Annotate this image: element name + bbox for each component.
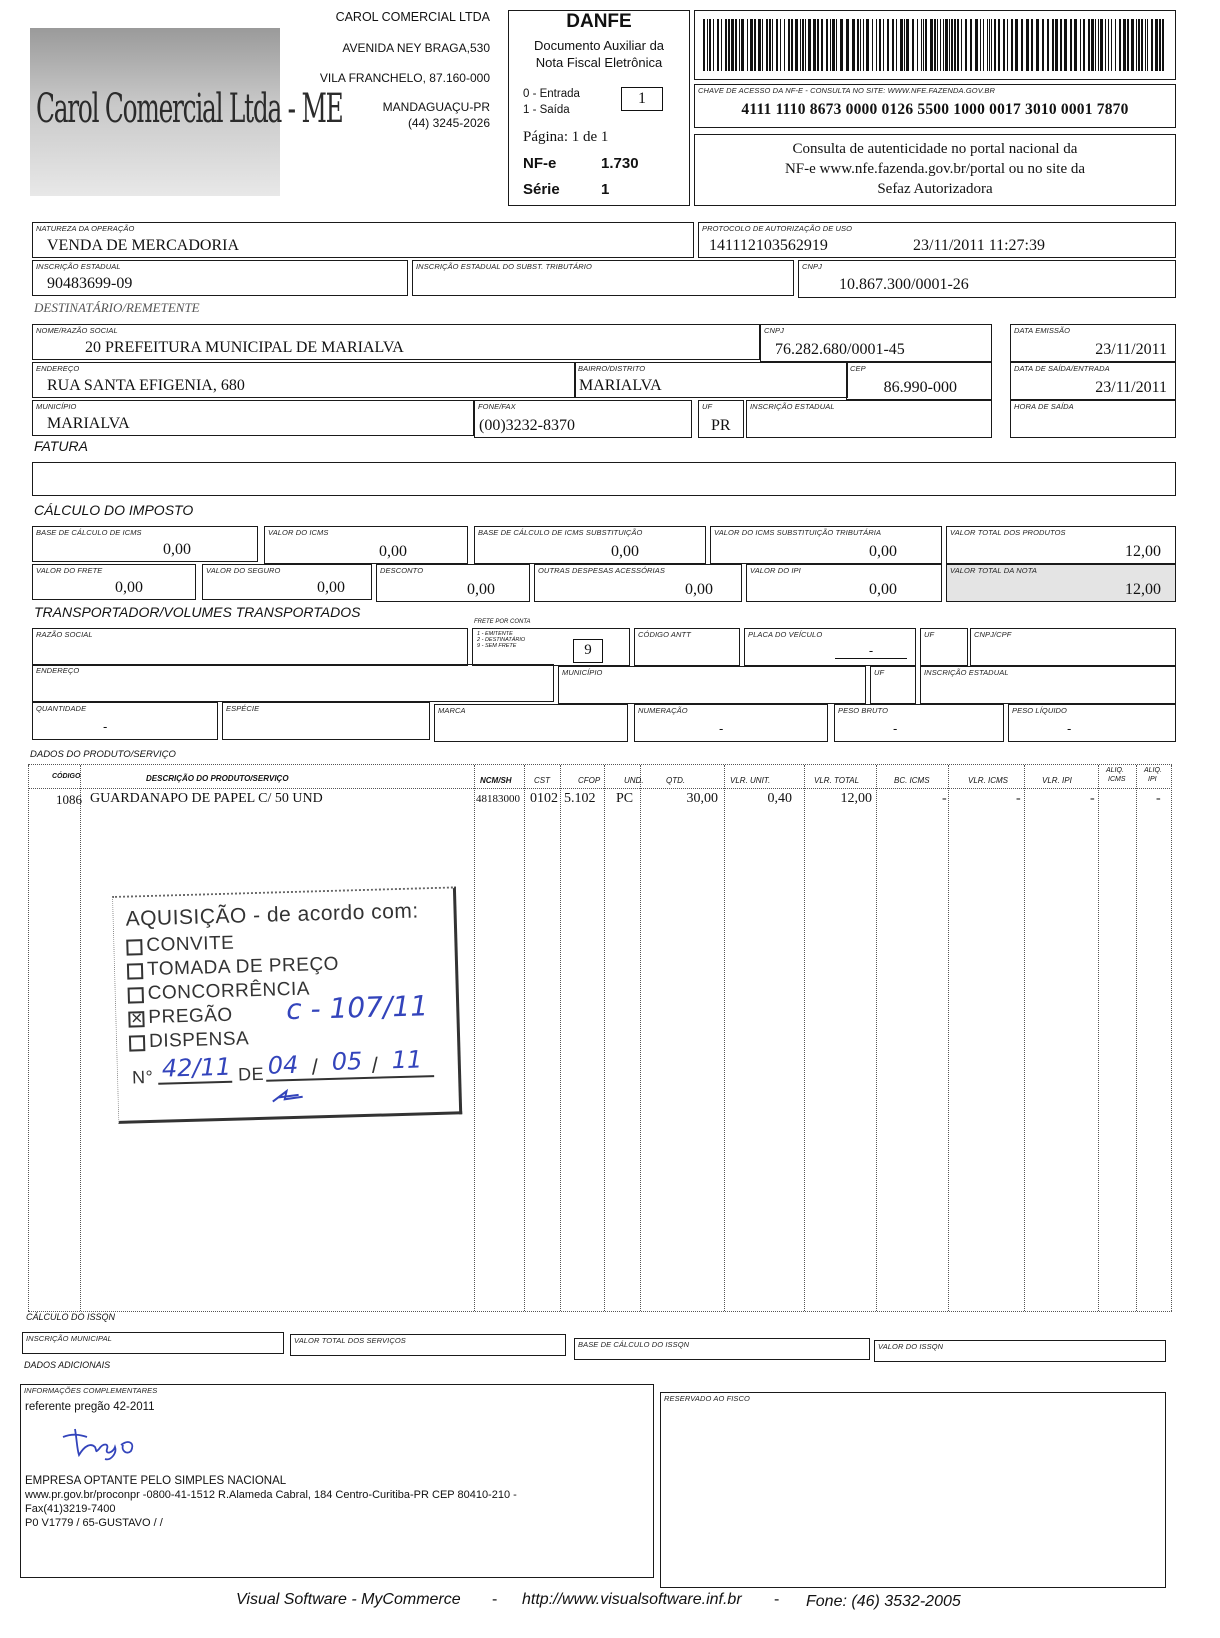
dest-uf-value: PR [711, 417, 731, 434]
dest-cep-value: 86.990-000 [883, 379, 957, 396]
dest-nome-value: 20 PREFEITURA MUNICIPAL DE MARIALVA [85, 339, 404, 356]
dest-saida-field [1010, 362, 1176, 400]
marca-field [434, 704, 628, 742]
info-line-1: referente pregão 42-2011 [25, 1401, 155, 1413]
im-field [22, 1332, 284, 1354]
outras-field [534, 564, 742, 602]
info-line-5: P0 V1779 / 65-GUSTAVO / / [25, 1517, 163, 1529]
handwritten-year: 11 [391, 1045, 423, 1075]
col-descricao: DESCRIÇÃO DO PRODUTO/SERVIÇO [146, 774, 289, 783]
acquisition-stamp [112, 886, 462, 1124]
protocolo-date: 23/11/2011 11:27:39 [913, 237, 1045, 254]
bc-st-value: 0,00 [611, 543, 639, 560]
volume-qtd-label: QUANTIDADE [36, 704, 87, 713]
handwritten-mark-icon [268, 1087, 309, 1108]
info-complementar-field [20, 1384, 654, 1578]
pagina: Página: 1 de 1 [523, 129, 609, 145]
handwritten-n: 42/11 [161, 1052, 232, 1083]
ie-st-field [412, 260, 794, 296]
peso-liquido-field [1008, 704, 1176, 742]
destinatario-section: DESTINATÁRIO/REMETENTE [34, 300, 200, 315]
frete-conta-field [472, 628, 630, 666]
outras-label: OUTRAS DESPESAS ACESSÓRIAS [538, 566, 665, 575]
transp-cnpj-field [970, 628, 1176, 666]
stamp-slash-2: / [371, 1052, 379, 1078]
row-aliq-ipi: - [1156, 791, 1161, 806]
emitter-district: VILA FRANCHELO, 87.160-000 [319, 71, 490, 85]
danfe-box [508, 10, 690, 206]
transp-endereco-field [32, 664, 554, 702]
footer-software: Visual Software - MyCommerce [236, 1591, 461, 1608]
consulta-line-3: Sefaz Autorizadora [877, 181, 993, 197]
especie-field [222, 702, 430, 740]
emitter-city: MANDAGUAÇU-PR [382, 100, 490, 114]
serie-label: Série [523, 181, 560, 198]
dest-nome-label: NOME/RAZÃO SOCIAL [36, 326, 118, 335]
dest-uf-label: UF [702, 402, 713, 411]
desconto-label: DESCONTO [380, 566, 424, 575]
im-label: INSCRIÇÃO MUNICIPAL [26, 1334, 112, 1343]
row-cfop: 5.102 [564, 791, 596, 806]
table-row [28, 789, 1172, 811]
transp-municipio-field [558, 666, 866, 704]
checkbox-tomada [127, 963, 143, 979]
natureza-value: VENDA DE MERCADORIA [47, 237, 239, 254]
checkbox-dispensa [129, 1035, 145, 1051]
fisco-field [660, 1392, 1166, 1588]
dest-cnpj-field [760, 324, 992, 362]
col-vtotal: VLR. TOTAL [814, 776, 860, 785]
nfe-label: NF-e [523, 155, 557, 172]
consulta-box [694, 134, 1176, 206]
ipi-value: 0,00 [869, 581, 897, 598]
dest-ie-field [746, 400, 992, 438]
col-vipi: VLR. IPI [1042, 776, 1072, 785]
frete-label: VALOR DO FRETE [36, 566, 103, 575]
antt-label: CÓDIGO ANTT [638, 630, 691, 639]
dest-municipio-value: MARIALVA [47, 415, 130, 432]
nfe-number: 1.730 [601, 155, 639, 172]
peso-liquido-label: PESO LÍQUIDO [1012, 706, 1067, 715]
peso-bruto-value: - [893, 721, 898, 736]
col-vicms: VLR. ICMS [968, 776, 1009, 785]
bc-issqn-field [574, 1338, 870, 1360]
ie-st-label: INSCRIÇÃO ESTADUAL DO SUBST. TRIBUTÁRIO [416, 262, 592, 271]
stamp-de-label: DE [237, 1063, 265, 1085]
transp-uf2-field [870, 666, 916, 704]
protocolo-field [698, 222, 1176, 258]
seguro-value: 0,00 [317, 579, 345, 596]
desconto-value: 0,00 [467, 581, 495, 598]
info-line-4: Fax(41)3219-7400 [25, 1503, 116, 1515]
protocolo-label: PROTOCOLO DE AUTORIZAÇÃO DE USO [702, 224, 853, 233]
imposto-section: CÁLCULO DO IMPOSTO [34, 502, 194, 518]
footer-phone: Fone: (46) 3532-2005 [806, 1593, 961, 1610]
bc-st-field [474, 526, 706, 564]
emitter-address: AVENIDA NEY BRAGA,530 [342, 41, 490, 55]
v-icms-label: VALOR DO ICMS [268, 528, 329, 537]
footer-sep-1: - [492, 1591, 498, 1608]
v-prod-value: 12,00 [1125, 543, 1161, 560]
row-qtd: 30,00 [686, 791, 718, 806]
outras-value: 0,00 [685, 581, 713, 598]
bc-icms-label: BASE DE CÁLCULO DE ICMS [36, 528, 142, 537]
seguro-label: VALOR DO SEGURO [206, 566, 281, 575]
ipi-label: VALOR DO IPI [750, 566, 801, 575]
chave-value: 4111 1110 8673 0000 0126 5500 1000 0017 3010 0001 7870 [741, 101, 1129, 118]
chave-label: CHAVE DE ACESSO DA NF-E - CONSULTA NO SITE: WWW.NFE.FAZENDA.GOV.BR [698, 86, 996, 95]
dest-emissao-label: DATA EMISSÃO [1014, 326, 1071, 335]
col-bc-icms: BC. ICMS [894, 776, 930, 785]
bc-st-label: BASE DE CÁLCULO DE ICMS SUBSTITUIÇÃO [478, 528, 643, 537]
numeracao-field [634, 704, 828, 742]
peso-liquido-value: - [1067, 721, 1072, 736]
stamp-slash-1: / [311, 1054, 319, 1080]
dest-bairro-field [574, 362, 848, 398]
stamp-opt-pregao: PREGÃO [148, 1004, 233, 1029]
col-und: UND. [624, 776, 644, 785]
bc-issqn-label: BASE DE CÁLCULO DO ISSQN [578, 1340, 690, 1349]
ie-label: INSCRIÇÃO ESTADUAL [36, 262, 121, 271]
frete-value: 0,00 [115, 579, 143, 596]
v-st-label: VALOR DO ICMS SUBSTITUIÇÃO TRIBUTÁRIA [714, 528, 882, 537]
dest-cnpj-value: 76.282.680/0001-45 [775, 341, 905, 358]
stamp-n-label: N° [131, 1066, 154, 1088]
stamp-opt-dispensa: DISPENSA [148, 1028, 250, 1053]
col-vunit: VLR. UNIT. [730, 776, 771, 785]
v-prod-field [946, 526, 1176, 564]
vserv-label: VALOR TOTAL DOS SERVIÇOS [294, 1336, 406, 1345]
numeracao-label: NUMERAÇÃO [638, 706, 688, 715]
ie-value: 90483699-09 [47, 275, 133, 292]
v-nota-label: VALOR TOTAL DA NOTA [950, 566, 1037, 575]
transp-endereco-label: ENDEREÇO [36, 666, 80, 675]
signature-icon [59, 1423, 155, 1463]
dest-cep-field [846, 362, 992, 400]
natureza-label: NATUREZA DA OPERAÇÃO [36, 224, 135, 233]
peso-bruto-field [834, 704, 1004, 742]
checkbox-pregao-checked: ✕ [130, 1010, 144, 1028]
row-ncm: 48183000 [476, 793, 520, 805]
col-qtd: QTD. [666, 776, 686, 785]
v-nota-field [946, 564, 1176, 602]
fatura-section: FATURA [34, 438, 88, 454]
seguro-field [202, 564, 372, 600]
info-label: INFORMAÇÕES COMPLEMENTARES [24, 1386, 158, 1395]
bc-icms-field [32, 526, 258, 562]
col-ncm: NCM/SH [480, 776, 512, 785]
tipo-box: 1 [621, 87, 663, 111]
dest-emissao-field [1010, 324, 1176, 362]
volume-qtd-value: - [103, 719, 108, 734]
barcode [703, 19, 1167, 71]
transp-ie-label: INSCRIÇÃO ESTADUAL [924, 668, 1009, 677]
frete-op-2: 2 - DESTINATÁRIO [477, 637, 526, 643]
row-bc-icms: - [942, 791, 947, 806]
produtos-section: DADOS DO PRODUTO/SERVIÇO [30, 749, 176, 760]
logo-text: Carol Comercial Ltda - ME [36, 86, 343, 132]
saida-label: 1 - Saída [523, 104, 570, 116]
danfe-title: DANFE [566, 11, 632, 32]
col-aliq-icms-1: ALIQ. [1106, 767, 1124, 774]
fisco-label: RESERVADO AO FISCO [664, 1394, 750, 1403]
barcode-box [694, 10, 1176, 80]
dest-municipio-label: MUNICÍPIO [36, 402, 77, 411]
serie-number: 1 [601, 181, 610, 198]
dest-bairro-label: BAIRRO/DISTRITO [578, 364, 646, 373]
chave-box [694, 84, 1176, 128]
emitter-name: CAROL COMERCIAL LTDA [335, 10, 490, 24]
transp-cnpj-label: CNPJ/CPF [974, 630, 1012, 639]
peso-bruto-label: PESO BRUTO [838, 706, 889, 715]
frete-conta-label: FRETE POR CONTA [474, 619, 531, 625]
v-prod-label: VALOR TOTAL DOS PRODUTOS [950, 528, 1066, 537]
dest-endereco-value: RUA SANTA EFIGENIA, 680 [47, 377, 245, 394]
transp-uf2-label: UF [874, 668, 885, 677]
dest-saida-value: 23/11/2011 [1095, 379, 1167, 396]
cnpj-emitter-value: 10.867.300/0001-26 [839, 276, 969, 293]
transp-uf-label: UF [924, 630, 935, 639]
cnpj-emitter-label: CNPJ [802, 262, 822, 271]
row-vipi: - [1090, 791, 1095, 806]
dest-fone-label: FONE/FAX [478, 402, 516, 411]
checkbox-convite [126, 939, 142, 955]
stamp-title: AQUISIÇÃO - de acordo com: [125, 899, 419, 931]
bc-icms-value: 0,00 [163, 541, 191, 558]
frete-field [32, 564, 196, 600]
emitter-phone: (44) 3245-2026 [407, 116, 490, 130]
footer-url[interactable]: http://www.visualsoftware.inf.br [522, 1591, 742, 1608]
entrada-label: 0 - Entrada [523, 88, 580, 100]
handwritten-month: 05 [331, 1047, 363, 1076]
danfe-subtitle-2: Nota Fiscal Eletrônica [535, 55, 663, 70]
ipi-field [746, 564, 942, 602]
v-nota-value: 12,00 [1125, 581, 1161, 598]
row-und: PC [616, 791, 634, 806]
especie-label: ESPÉCIE [226, 704, 260, 713]
frete-op-1: 1 - EMITENTE [477, 631, 513, 637]
v-issqn-field [874, 1340, 1166, 1362]
placa-label: PLACA DO VEÍCULO [748, 630, 823, 639]
row-cst: 0102 [530, 791, 558, 806]
marca-label: MARCA [438, 706, 466, 715]
row-descricao: GUARDANAPO DE PAPEL C/ 50 UND [90, 791, 323, 806]
col-cst: CST [534, 776, 550, 785]
stamp-opt-convite: CONVITE [146, 932, 235, 957]
v-issqn-label: VALOR DO ISSQN [878, 1342, 944, 1351]
dest-uf-field [698, 400, 744, 438]
footer-sep-2: - [774, 1591, 780, 1608]
dest-bairro-value: MARIALVA [579, 377, 662, 394]
v-st-value: 0,00 [869, 543, 897, 560]
dest-nome-field [32, 324, 760, 360]
desconto-field [376, 564, 530, 602]
ie-field [32, 260, 408, 296]
dest-cep-label: CEP [850, 364, 866, 373]
row-vtotal: 12,00 [840, 791, 872, 806]
row-vicms: - [1016, 791, 1021, 806]
transp-uf-field [920, 628, 968, 666]
consulta-line-2: NF-e www.nfe.fazenda.gov.br/portal ou no site da [784, 161, 1086, 177]
dest-endereco-field [32, 362, 576, 398]
dest-emissao-value: 23/11/2011 [1095, 341, 1167, 358]
transp-municipio-label: MUNICÍPIO [562, 668, 603, 677]
numeracao-value: - [719, 721, 724, 736]
dest-saida-label: DATA DE SAÍDA/ENTRADA [1014, 364, 1110, 373]
placa-value: - [835, 643, 907, 659]
stamp-opt-tomada: TOMADA DE PREÇO [146, 953, 340, 981]
dest-cnpj-label: CNPJ [764, 326, 784, 335]
danfe-subtitle-1: Documento Auxiliar da [533, 38, 665, 53]
volume-qtd-field [32, 702, 218, 740]
consulta-line-1: Consulta de autenticidade no portal nacional da [792, 141, 1078, 157]
dest-ie-label: INSCRIÇÃO ESTADUAL [750, 402, 835, 411]
handwritten-day: 04 [267, 1050, 299, 1080]
v-icms-value: 0,00 [379, 543, 407, 560]
dest-endereco-label: ENDEREÇO [36, 364, 80, 373]
vserv-field [290, 1334, 566, 1356]
transp-ie-field [920, 666, 1176, 704]
issqn-section: CÁLCULO DO ISSQN [26, 1312, 116, 1322]
stamp-opt-concorrencia: CONCORRÊNCIA [147, 978, 311, 1005]
info-line-2: EMPRESA OPTANTE PELO SIMPLES NACIONAL [25, 1475, 287, 1487]
row-vunit: 0,40 [767, 791, 792, 806]
row-codigo: 1086 [56, 792, 82, 807]
dest-municipio-field [32, 400, 474, 436]
fatura-box [32, 462, 1176, 496]
placa-field [744, 628, 916, 666]
antt-field [634, 628, 740, 666]
checkbox-concorrencia [128, 987, 144, 1003]
emitter-info [290, 8, 490, 198]
v-st-field [710, 526, 942, 564]
protocolo-value: 141112103562919 [709, 237, 828, 254]
transp-razao-label: RAZÃO SOCIAL [36, 630, 93, 639]
col-aliq-ipi-2: IPI [1148, 776, 1157, 783]
dest-hora-field [1010, 400, 1176, 438]
products-header [28, 765, 1172, 789]
transp-razao-field [32, 628, 468, 666]
emitter-logo [30, 28, 343, 196]
frete-op-3: 9 - SEM FRETE [477, 643, 517, 649]
dest-fone-field [474, 400, 692, 438]
col-codigo: CÓDIGO [52, 773, 81, 780]
dest-hora-label: HORA DE SAÍDA [1014, 402, 1074, 411]
frete-value: 9 [573, 639, 603, 663]
transporte-section: TRANSPORTADOR/VOLUMES TRANSPORTADOS [34, 604, 361, 620]
v-icms-field [264, 526, 468, 564]
col-aliq-ipi-1: ALIQ. [1144, 767, 1162, 774]
col-cfop: CFOP [578, 776, 601, 785]
natureza-field [32, 222, 694, 258]
col-aliq-icms-2: ICMS [1108, 776, 1126, 783]
dest-fone-value: (00)3232-8370 [479, 417, 575, 434]
info-line-3: www.pr.gov.br/proconpr -0800-41-1512 R.Alameda Cabral, 184 Centro-Curitiba-PR CEP 80410-210 - [25, 1489, 517, 1501]
cnpj-emitter-field [798, 260, 1176, 298]
handwritten-ref: c - 107/11 [285, 989, 429, 1027]
adicionais-section: DADOS ADICIONAIS [24, 1360, 111, 1370]
